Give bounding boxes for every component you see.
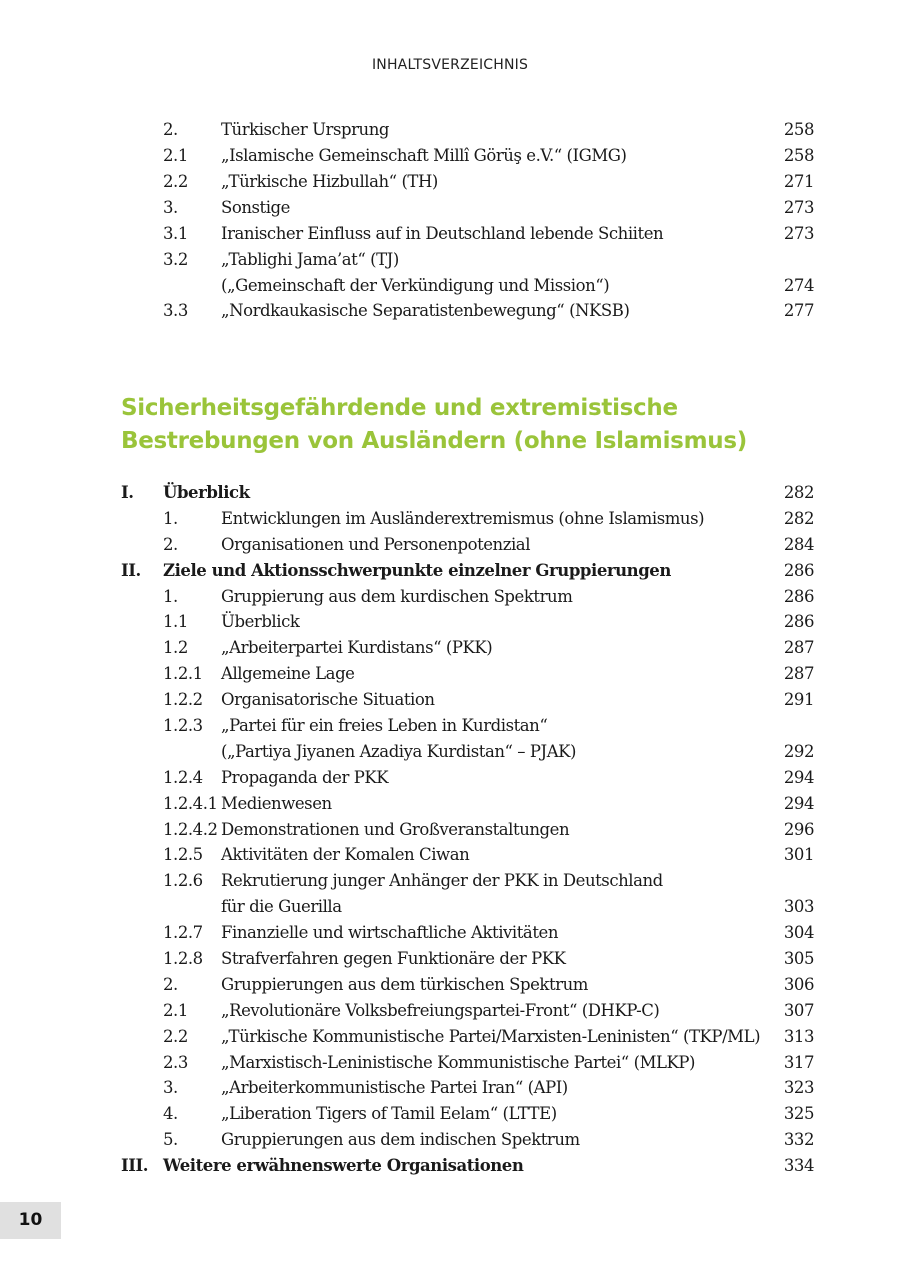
entry-title: „Türkische Kommunistische Partei/Marxisten-Leninisten“ (TKP/ML) <box>221 1027 761 1046</box>
entry-title: Iranischer Einfluss auf in Deutschland lebende Schiiten <box>221 224 664 243</box>
toc-entry[interactable] <box>0 195 900 221</box>
toc-entry[interactable] <box>0 584 900 610</box>
toc-entry[interactable] <box>0 221 900 247</box>
entry-page: 307 <box>783 1001 814 1020</box>
toc-entry[interactable] <box>0 169 900 195</box>
toc-entry[interactable] <box>0 532 900 558</box>
entry-number: 2.3 <box>163 1053 188 1072</box>
entry-page: 286 <box>783 561 814 580</box>
entry-page: 258 <box>783 146 814 165</box>
entry-number: 1. <box>163 587 178 606</box>
entry-number: 2.1 <box>163 1001 188 1020</box>
entry-title: („Partiya Jiyanen Azadiya Kurdistan“ – PJAK) <box>221 742 577 761</box>
section-heading-line2: Bestrebungen von Ausländern (ohne Islamismus) <box>121 428 747 454</box>
entry-page: 325 <box>783 1104 814 1123</box>
entry-title: Demonstrationen und Großveranstaltungen <box>221 820 570 839</box>
entry-title: „Nordkaukasische Separatistenbewegung“ (NKSB) <box>221 301 630 320</box>
entry-title: Gruppierung aus dem kurdischen Spektrum <box>221 587 573 606</box>
entry-number: 5. <box>163 1130 178 1149</box>
toc-entry[interactable] <box>0 791 900 817</box>
entry-number: 1.2.8 <box>163 949 203 968</box>
entry-title: „Partei für ein freies Leben in Kurdistan“ <box>221 716 548 735</box>
chapter-title: Überblick <box>163 483 250 502</box>
entry-number: 1.2 <box>163 638 188 657</box>
entry-title: Strafverfahren gegen Funktionäre der PKK <box>221 949 566 968</box>
toc-entry[interactable] <box>0 765 900 791</box>
entry-page: 301 <box>783 845 814 864</box>
toc-entry[interactable] <box>0 713 900 739</box>
entry-number: 3. <box>163 198 178 217</box>
entry-number: 3.2 <box>163 250 188 269</box>
entry-number: 3.3 <box>163 301 188 320</box>
entry-page: 291 <box>783 690 814 709</box>
toc-entry[interactable] <box>0 868 900 894</box>
entry-page: 271 <box>783 172 814 191</box>
entry-page: 304 <box>783 923 814 942</box>
toc-chapter[interactable] <box>0 1153 900 1179</box>
toc-chapter[interactable] <box>0 480 900 506</box>
running-head: INHALTSVERZEICHNIS <box>371 57 529 73</box>
entry-title: für die Guerilla <box>221 897 342 916</box>
section-heading-line1: Sicherheitsgefährdende und extremistische <box>121 395 678 421</box>
entry-page: 282 <box>783 509 814 528</box>
toc-entry[interactable] <box>0 946 900 972</box>
entry-number: 2. <box>163 535 178 554</box>
entry-page: 286 <box>783 612 814 631</box>
entry-page: 273 <box>783 224 814 243</box>
toc-entry[interactable] <box>0 661 900 687</box>
entry-number: 1.2.5 <box>163 845 203 864</box>
entry-title: Organisationen und Personenpotenzial <box>221 535 531 554</box>
entry-page: 317 <box>783 1053 814 1072</box>
entry-number: 2. <box>163 120 178 139</box>
toc-entry[interactable] <box>0 687 900 713</box>
toc-entry[interactable] <box>0 1075 900 1101</box>
entry-title: Allgemeine Lage <box>221 664 355 683</box>
entry-title: Entwicklungen im Ausländerextremismus (ohne Islamismus) <box>221 509 705 528</box>
toc-entry[interactable] <box>0 1101 900 1127</box>
entry-number: 1.2.1 <box>163 664 203 683</box>
chapter-roman: I. <box>121 483 134 502</box>
entry-number: 1.1 <box>163 612 188 631</box>
entry-page: 282 <box>783 483 814 502</box>
entry-page: 305 <box>783 949 814 968</box>
entry-title: „Tablighi Jama’at“ (TJ) <box>221 250 399 269</box>
toc-entry[interactable] <box>0 1127 900 1153</box>
entry-page: 306 <box>783 975 814 994</box>
entry-page: 313 <box>783 1027 814 1046</box>
toc-entry[interactable] <box>0 635 900 661</box>
entry-page: 286 <box>783 587 814 606</box>
toc-chapter[interactable] <box>0 558 900 584</box>
entry-number: 2.1 <box>163 146 188 165</box>
toc-entry[interactable] <box>0 1024 900 1050</box>
toc-entry[interactable] <box>0 298 900 324</box>
entry-page: 296 <box>783 820 814 839</box>
entry-number: 1.2.4.2 <box>163 820 218 839</box>
entry-page: 258 <box>783 120 814 139</box>
entry-number: 1.2.3 <box>163 716 203 735</box>
entry-title: Finanzielle und wirtschaftliche Aktivitäten <box>221 923 558 942</box>
entry-page: 303 <box>783 897 814 916</box>
entry-number: 2.2 <box>163 1027 188 1046</box>
entry-title: Überblick <box>221 612 300 631</box>
entry-title: „Liberation Tigers of Tamil Eelam“ (LTTE) <box>221 1104 557 1123</box>
toc-entry[interactable] <box>0 842 900 868</box>
entry-page: 273 <box>783 198 814 217</box>
entry-number: 4. <box>163 1104 178 1123</box>
entry-title: Rekrutierung junger Anhänger der PKK in Deutschland <box>221 871 663 890</box>
toc-entry[interactable] <box>0 609 900 635</box>
entry-title: Sonstige <box>221 198 290 217</box>
entry-title: „Arbeiterkommunistische Partei Iran“ (API) <box>221 1078 568 1097</box>
entry-page: 277 <box>783 301 814 320</box>
section-heading <box>121 392 821 458</box>
entry-title: „Marxistisch-Leninistische Kommunistische Partei“ (MLKP) <box>221 1053 696 1072</box>
chapter-roman: III. <box>121 1156 149 1175</box>
entry-title: Gruppierungen aus dem türkischen Spektrum <box>221 975 588 994</box>
entry-number: 1.2.4 <box>163 768 203 787</box>
toc-entry-continuation[interactable] <box>0 894 900 920</box>
toc-entry[interactable] <box>0 998 900 1024</box>
entry-page: 294 <box>783 794 814 813</box>
entry-page: 294 <box>783 768 814 787</box>
entry-title: Gruppierungen aus dem indischen Spektrum <box>221 1130 580 1149</box>
entry-title: Medienwesen <box>221 794 332 813</box>
entry-title: Propaganda der PKK <box>221 768 389 787</box>
entry-number: 1.2.7 <box>163 923 203 942</box>
entry-page: 287 <box>783 664 814 683</box>
toc-entry[interactable] <box>0 972 900 998</box>
toc-entry[interactable] <box>0 143 900 169</box>
entry-title: Organisatorische Situation <box>221 690 435 709</box>
entry-number: 1.2.4.1 <box>163 794 218 813</box>
toc-entry[interactable] <box>0 506 900 532</box>
entry-number: 2.2 <box>163 172 188 191</box>
toc-entry-continuation[interactable] <box>0 273 900 299</box>
entry-title: „Islamische Gemeinschaft Millî Görüş e.V.“ (IGMG) <box>221 146 627 165</box>
toc-entry[interactable] <box>0 1050 900 1076</box>
entry-page: 274 <box>783 276 814 295</box>
entry-number: 1.2.6 <box>163 871 203 890</box>
entry-number: 3. <box>163 1078 178 1097</box>
entry-page: 332 <box>783 1130 814 1149</box>
entry-title: Türkischer Ursprung <box>221 120 390 139</box>
toc-entry[interactable] <box>0 920 900 946</box>
entry-page: 292 <box>783 742 814 761</box>
page-number: 10 <box>0 1202 61 1239</box>
entry-page: 323 <box>783 1078 814 1097</box>
toc-entry[interactable] <box>0 117 900 143</box>
entry-title: („Gemeinschaft der Verkündigung und Mission“) <box>221 276 610 295</box>
entry-number: 1.2.2 <box>163 690 203 709</box>
entry-page: 334 <box>783 1156 814 1175</box>
entry-title: „Arbeiterpartei Kurdistans“ (PKK) <box>221 638 493 657</box>
entry-title: Aktivitäten der Komalen Ciwan <box>221 845 470 864</box>
toc-entry[interactable] <box>0 817 900 843</box>
chapter-title: Weitere erwähnenswerte Organisationen <box>163 1156 524 1175</box>
entry-title: „Revolutionäre Volksbefreiungspartei-Front“ (DHKP-C) <box>221 1001 660 1020</box>
entry-page: 287 <box>783 638 814 657</box>
toc-entry-continuation[interactable] <box>0 739 900 765</box>
entry-page: 284 <box>783 535 814 554</box>
toc-entry[interactable] <box>0 247 900 273</box>
chapter-roman: II. <box>121 561 141 580</box>
entry-title: „Türkische Hizbullah“ (TH) <box>221 172 438 191</box>
entry-number: 2. <box>163 975 178 994</box>
entry-number: 1. <box>163 509 178 528</box>
chapter-title: Ziele und Aktionsschwerpunkte einzelner Gruppierungen <box>163 561 671 580</box>
entry-number: 3.1 <box>163 224 188 243</box>
